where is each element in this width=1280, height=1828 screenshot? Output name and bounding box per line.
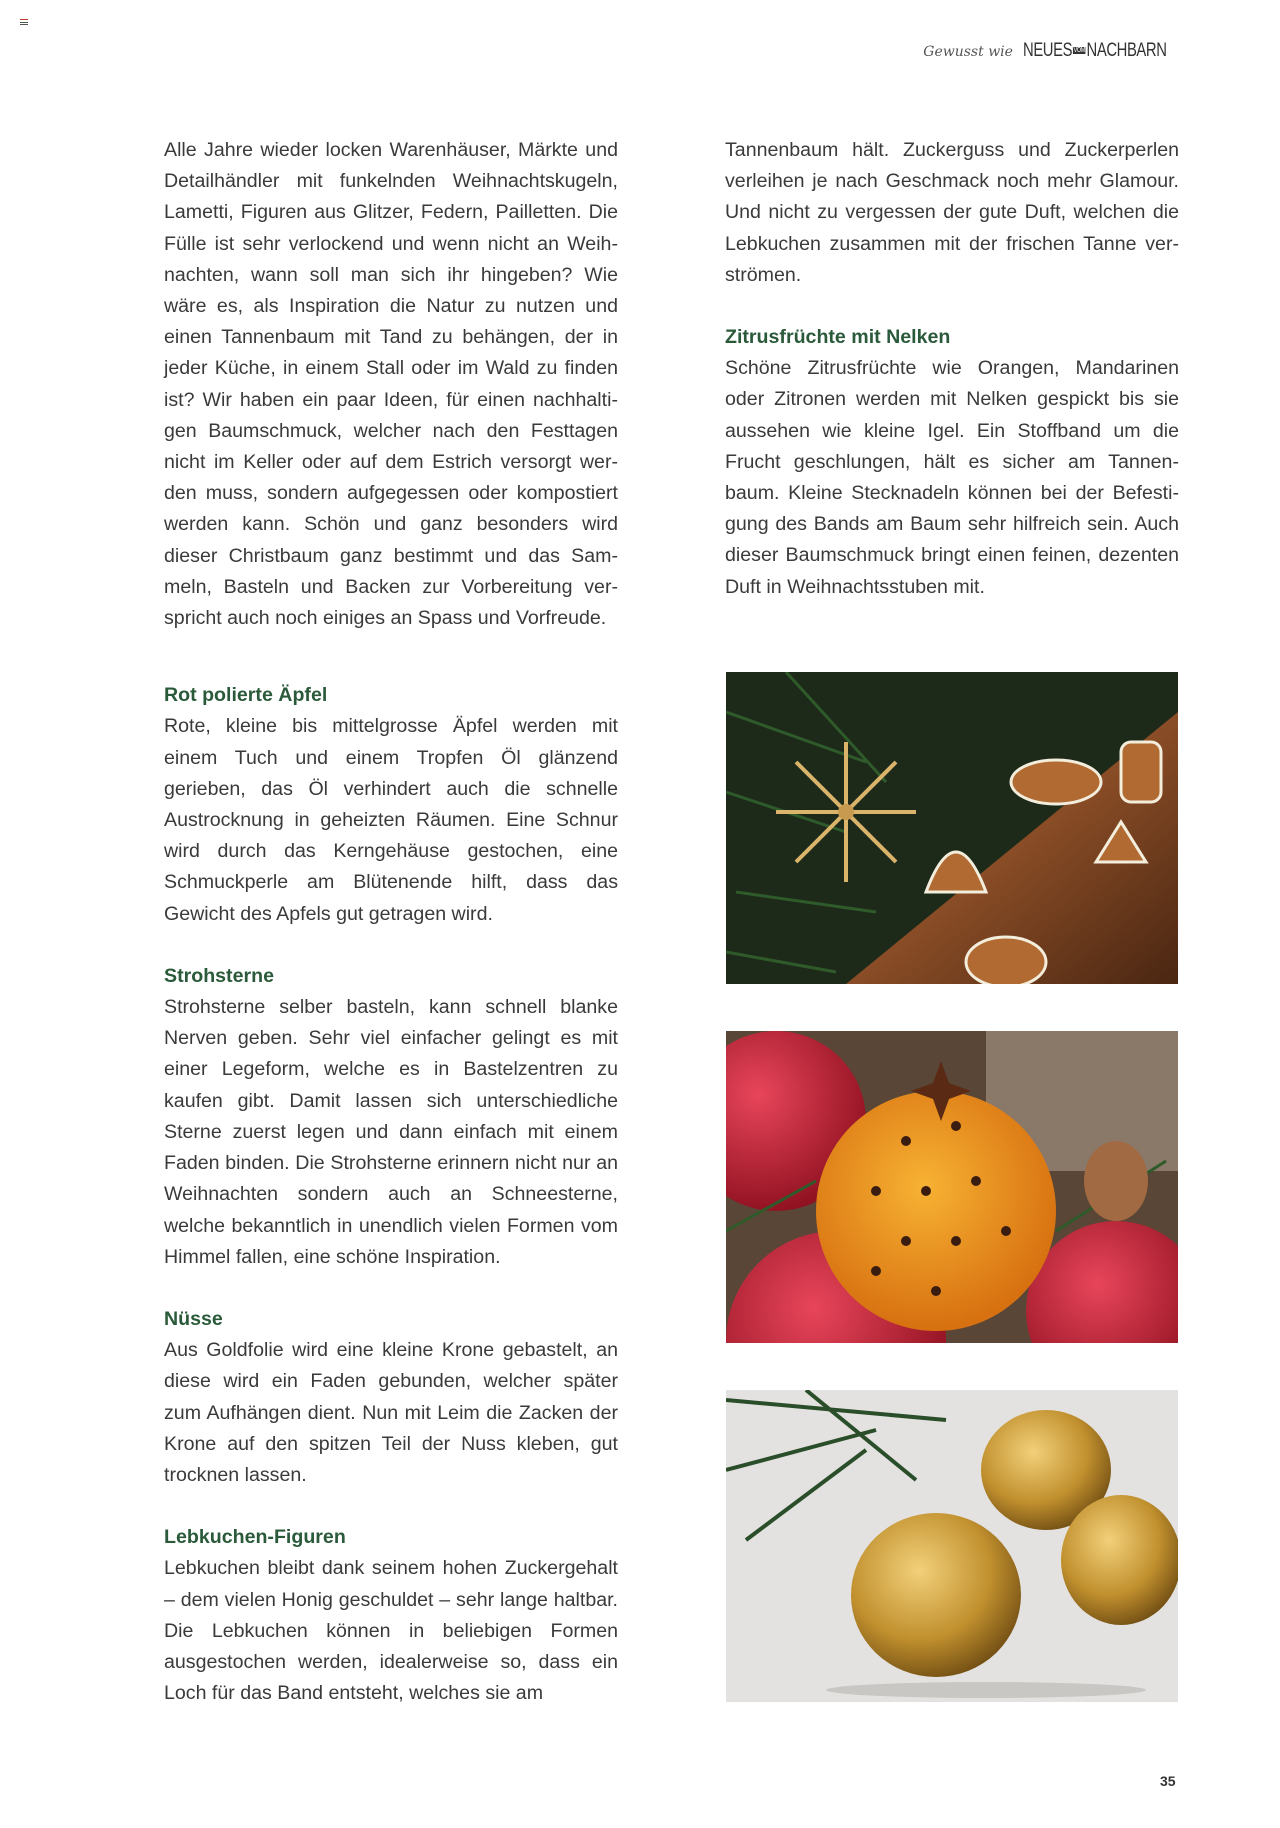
photo-golden-walnuts — [726, 1390, 1178, 1702]
section-title-citrus: Zitrusfrüchte mit Nelken — [725, 326, 951, 349]
right-column — [725, 135, 1179, 603]
brand-mid: VOM — [1073, 47, 1085, 55]
brand-logo — [1023, 40, 1167, 62]
intro-paragraph: Alle Jahre wieder locken Warenhäuser, Märkte und Detailhändler mit funkelnden Weihnachtskugeln, Lametti, Figuren aus Glitzer, Federn, Pailletten. Die Fülle ist sehr verlockend und wenn nicht an Weihnachten, wann soll man sich ihr hingeben? Wie wäre es, als Inspiration die Natur zu nutzen und einen Tannenbaum mit Tand zu behängen, der in jeder Küche, in einem Stall oder im Wald zu finden ist? Wir haben ein paar Ideen, für einen nachhaltigen Baumschmuck, welcher nach den Festtagen nicht im Keller oder auf dem Estrich versorgt werden muss, sondern aufgegessen oder kompostiert werden kann. Schön und ganz besonders wird dieser Christbaum ganz bestimmt und das Sammeln, Basteln und Backen zur Vorbereitung verspricht auch noch einiges an Spass und Vorfreude. — [164, 139, 618, 630]
menu-icon[interactable] — [20, 19, 28, 25]
section-body-apples: Rote, kleine bis mittelgrosse Äpfel werden mit einem Tuch und einem Tropfen Öl glänzend gerieben, das Öl verhindert auch die schnelle Austrocknung in geheizten Räumen. Eine Schnur wird durch das Kerngehäuse gestochen, eine Schmuckperle am Blütenende hilft, dass das Gewicht des Apfels gut getragen wird. — [164, 715, 618, 925]
header-kicker: Gewusst wie — [923, 44, 1013, 60]
photo-gingerbread-straw-star — [726, 672, 1178, 984]
section-body-straw-stars: Strohsterne selber basteln, kann schnell blanke Nerven geben. Sehr viel einfacher gelingt es mit einer Legeform, welche es in Bastelzentren zu kaufen gibt. Damit lassen sich unterschiedliche Sterne zuerst legen und dann einfach mit einem Faden binden. Die Strohsterne erinnern nicht nur an Weihnachten sondern auch an Schneesterne, welche bekanntlich in unendlich vielen Formen vom Himmel fallen, eine schöne Inspiration. — [164, 996, 618, 1268]
section-body-nuts: Aus Goldfolie wird eine kleine Krone gebastelt, an diese wird ein Faden gebunden, welcher später zum Aufhängen dient. Nun mit Leim die Zacken der Krone auf den spitzen Teil der Nuss kleben, gut trocknen lassen. — [164, 1339, 618, 1486]
page-header — [923, 40, 1207, 62]
photo-clove-orange — [726, 1031, 1178, 1343]
section-body-citrus: Schöne Zitrusfrüchte wie Orangen, Mandarinen oder Zitronen werden mit Nelken gespickt bis sie aussehen wie kleine Igel. Ein Stoffband um die Frucht geschlungen, hält es sicher am Tannenbaum. Kleine Stecknadeln können bei der Befestigung des Bands am Baum sehr hilfreich sein. Auch dieser Baumschmuck bringt einen feinen, dezenten Duft in Weihnachtsstuben mit. — [725, 357, 1179, 598]
page-number: 35 — [1160, 1773, 1176, 1789]
section-title-nuts: Nüsse — [164, 1307, 223, 1330]
left-column — [164, 135, 618, 1709]
section-body-gingerbread: Lebkuchen bleibt dank seinem hohen Zuckergehalt – dem vielen Honig geschuldet – sehr lange haltbar. Die Lebkuchen können in beliebigen Formen ausgestochen werden, idealerweise so, dass ein Loch für das Band entsteht, welches sie am — [164, 1557, 618, 1705]
section-title-gingerbread: Lebkuchen-Figuren — [164, 1526, 346, 1549]
continuation-paragraph: Tannenbaum hält. Zuckerguss und Zuckerperlen verleihen je nach Geschmack noch mehr Glamour. Und nicht zu vergessen der gute Duft, welchen die Lebkuchen zusammen mit der frischen Tanne verströmen. — [725, 139, 1179, 286]
brand-right: NACHBARN — [1086, 40, 1167, 61]
section-title-apples: Rot polierte Äpfel — [164, 684, 328, 707]
brand-left: NEUES — [1022, 40, 1073, 61]
section-title-straw-stars: Strohsterne — [164, 964, 274, 987]
